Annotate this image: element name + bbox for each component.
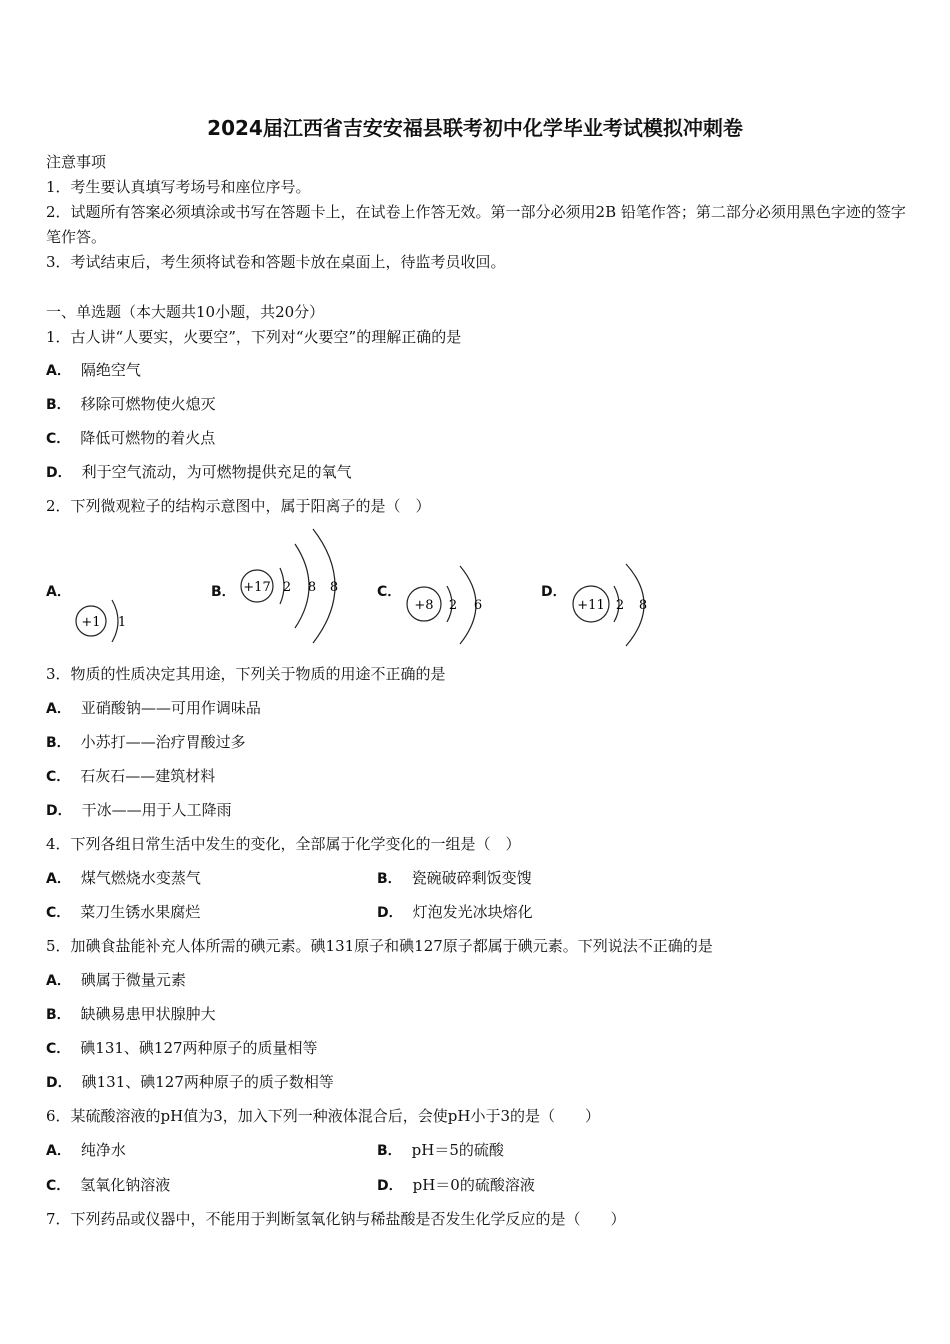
atom-diagram-d: [566, 560, 661, 650]
q5-option-b: B． 缺碘易患甲状腺肿大: [46, 1005, 216, 1023]
q4-option-d: D． 灯泡发光冰块熔化: [377, 903, 533, 921]
shell-count-1: 2: [448, 598, 458, 613]
question-6-stem: 6．某硫酸溶液的pH值为3，加入下列一种液体混合后，会使pH小于3的是（ ）: [46, 1107, 600, 1125]
shell-count-2: 8: [638, 598, 648, 613]
question-4-stem: 4．下列各组日常生活中发生的变化，全部属于化学变化的一组是（ ）: [46, 835, 521, 853]
q5-option-d: D． 碘131、碘127两种原子的质子数相等: [46, 1073, 334, 1091]
section-heading: 一、单选题（本大题共10小题，共20分）: [46, 303, 325, 321]
option-text: 移除可燃物使火熄灭: [80, 395, 216, 413]
question-7-stem: 7．下列药品或仪器中，不能用于判断氢氧化钠与稀盐酸是否发生化学反应的是（ ）: [46, 1210, 626, 1228]
note-item-2: 2．试题所有答案必须填涂或书写在答题卡上，在试卷上作答无效。第一部分必须用2B 铅笔作答；第二部分必须用黑色字迹的签字笔作答。: [46, 203, 906, 246]
shell-count-1: 1: [117, 615, 127, 630]
shell-count-1: 2: [615, 598, 625, 613]
q2-option-a-label: A．: [46, 584, 71, 600]
shell-count-2: 8: [307, 580, 317, 595]
q2-option-d-label: D．: [541, 584, 567, 600]
q5-option-a: A． 碘属于微量元素: [46, 971, 186, 989]
question-3-stem: 3．物质的性质决定其用途，下列关于物质的用途不正确的是: [46, 665, 446, 683]
shell-count-2: 6: [473, 598, 483, 613]
note-item-3: 3．考试结束后，考生须将试卷和答题卡放在桌面上，待监考员收回。: [46, 253, 506, 271]
q5-option-c: C． 碘131、碘127两种原子的质量相等: [46, 1039, 318, 1057]
option-label: D．: [46, 465, 72, 481]
nucleus-charge: +11: [577, 598, 605, 613]
q6-option-b: B． pH＝5的硫酸: [377, 1141, 504, 1159]
q6-option-d: D． pH＝0的硫酸溶液: [377, 1176, 535, 1194]
nucleus-charge: +1: [81, 615, 101, 630]
notes-heading: 注意事项: [46, 153, 107, 171]
q1-option-c: [46, 428, 215, 449]
option-label: B．: [46, 397, 71, 413]
q2-option-c-label: C．: [377, 584, 402, 600]
question-5-stem: 5．加碘食盐能补充人体所需的碘元素。碘131原子和碘127原子都属于碘元素。下列说法不正确的是: [46, 937, 713, 955]
q1-option-d: [46, 462, 352, 483]
shell-count-1: 2: [282, 580, 292, 595]
option-text: 隔绝空气: [80, 361, 141, 379]
q4-option-b: B． 瓷碗破碎剩饭变馊: [377, 869, 532, 887]
page-title: 2024届江西省吉安安福县联考初中化学毕业考试模拟冲刺卷: [207, 116, 743, 140]
option-text: 降低可燃物的着火点: [80, 429, 216, 447]
q3-option-a: A． 亚硝酸钠——可用作调味品: [46, 699, 261, 717]
atom-diagram-a: [70, 594, 140, 646]
question-1-stem: 1．古人讲“人要实，火要空”，下列对“火要空”的理解正确的是: [46, 328, 462, 346]
q6-option-a: A． 纯净水: [46, 1141, 126, 1159]
option-label: A．: [46, 363, 71, 379]
q4-option-c: C． 菜刀生锈水果腐烂: [46, 903, 201, 921]
shell-count-3: 8: [329, 580, 339, 595]
question-2-stem: 2．下列微观粒子的结构示意图中，属于阳离子的是（ ）: [46, 497, 431, 515]
q3-option-d: D． 干冰——用于人工降雨: [46, 801, 232, 819]
q6-option-c: C． 氢氧化钠溶液: [46, 1176, 171, 1194]
q1-option-b: [46, 394, 216, 415]
q3-option-c: C． 石灰石——建筑材料: [46, 767, 216, 785]
q4-option-a: A． 煤气燃烧水变蒸气: [46, 869, 201, 887]
atom-diagram-b: [235, 526, 350, 646]
nucleus-charge: +17: [243, 580, 271, 595]
option-text: 利于空气流动，为可燃物提供充足的氧气: [81, 463, 352, 481]
q2-option-b-label: B．: [211, 584, 236, 600]
nucleus-charge: +8: [414, 598, 434, 613]
note-item-1: 1．考生要认真填写考场号和座位序号。: [46, 178, 311, 196]
option-label: C．: [46, 431, 71, 447]
atom-diagram-c: [400, 560, 490, 650]
q3-option-b: B． 小苏打——治疗胃酸过多: [46, 733, 246, 751]
q1-option-a: [46, 360, 141, 381]
